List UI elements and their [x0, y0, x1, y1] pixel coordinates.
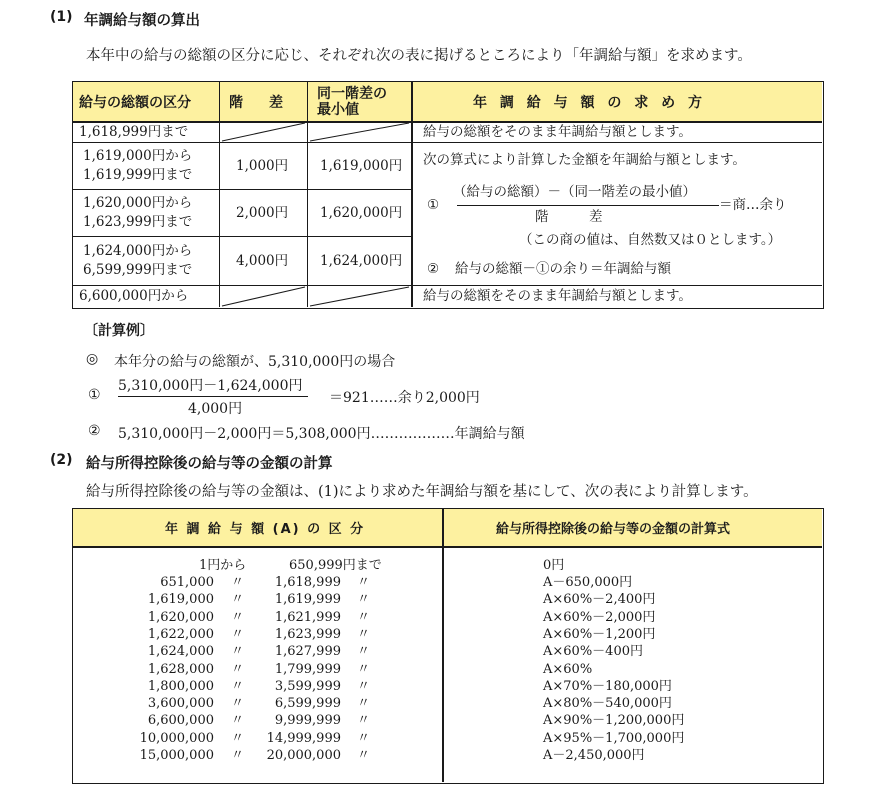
table2-row-ditto-to: 〃	[357, 575, 371, 590]
table1-row1-step-empty	[220, 122, 307, 142]
table2-row-from: 15,000,000	[139, 748, 214, 763]
table2-row-from: 10,000,000	[139, 730, 214, 746]
table1-header-method: 年 調 給 与 額 の 求 め 方	[473, 94, 706, 111]
table1-row5-range: 6,600,000円から	[79, 288, 189, 304]
table2-row-ditto-to: 〃	[357, 678, 371, 694]
table1-method-intro: 次の算式により計算した金額を年調給与額とします。	[423, 152, 746, 168]
table2-row0-to: 650,999円まで	[289, 558, 382, 573]
table2-row-ditto-from: 〃	[231, 644, 245, 660]
table2-row-ditto-from: 〃	[231, 661, 245, 677]
table2-row0-formula: 0円	[543, 558, 565, 573]
table2-row-formula: A－650,000円	[543, 575, 633, 590]
table2-row-ditto-from: 〃	[231, 592, 245, 608]
table1-method-denominator: 階 差	[535, 209, 603, 225]
table2-row-ditto-from: 〃	[231, 730, 245, 746]
table2-row-formula: A×60%－2,400円	[543, 592, 656, 608]
table2-row-ditto-from: 〃	[231, 678, 245, 694]
table2-row-to: 1,621,999	[274, 609, 341, 625]
example-numerator: 5,310,000円－1,624,000円	[118, 378, 303, 394]
table2-row-to: 6,599,999	[274, 696, 341, 712]
table1-row4-min: 1,624,000円	[320, 253, 403, 269]
table2-row-formula: A×90%－1,200,000円	[543, 713, 685, 729]
table2-row-from: 1,619,000	[147, 592, 214, 608]
table2-row-ditto-to: 〃	[357, 626, 371, 642]
table1-header-min	[317, 84, 387, 120]
example-label: 〔計算例〕	[84, 323, 154, 339]
table1-method-fraction-bar	[457, 205, 719, 206]
table2-row-from: 1,620,000	[147, 609, 214, 625]
table1-method-step2: 給与の総額－①の余り＝年調給与額	[455, 261, 671, 277]
table1-method-numerator: （給与の総額）－（同一階差の最小値）	[453, 184, 696, 200]
table2-row-to: 1,618,999	[274, 575, 341, 590]
table2-row-from: 3,600,000	[147, 696, 214, 712]
table1-row3-range-to: 1,623,999円まで	[83, 214, 193, 230]
table2-row-to: 1,799,999	[274, 661, 341, 677]
table2-row-to: 1,627,999	[274, 644, 341, 660]
table2-row-ditto-from: 〃	[231, 713, 245, 729]
table1-row2-min: 1,619,000円	[320, 158, 403, 174]
table2-row-ditto-to: 〃	[357, 609, 371, 625]
table1-method-last: 給与の総額をそのまま年調給与額とします。	[423, 288, 692, 304]
table2-row-to: 20,000,000	[266, 748, 341, 763]
table1-row2-step: 1,000円	[236, 158, 289, 174]
example-denominator: 4,000円	[188, 401, 243, 417]
section1-title: 年調給与額の算出	[84, 13, 200, 29]
section1-number: (1)	[50, 9, 73, 25]
example-intro: 本年分の給与の総額が、5,310,000円の場合	[114, 354, 396, 370]
table1-header-min-line1: 同一階差の	[317, 86, 387, 102]
table2-row-ditto-from: 〃	[231, 748, 245, 763]
table2-row-ditto-from: 〃	[231, 626, 245, 642]
example-fraction-bar	[118, 396, 308, 397]
section2-title: 給与所得控除後の給与等の金額の計算	[86, 456, 333, 472]
table1-row1-range: 1,618,999円まで	[79, 124, 189, 140]
table2-row-ditto-to: 〃	[357, 644, 371, 660]
table1-method-circle2: ②	[427, 261, 440, 277]
table2-header-formula: 給与所得控除後の給与等の金額の計算式	[496, 522, 731, 537]
table2-row-ditto-from: 〃	[231, 609, 245, 625]
table2-row-formula: A×60%－2,000円	[543, 609, 656, 625]
table2-row-ditto-to: 〃	[357, 696, 371, 712]
example-circle1: ①	[88, 387, 101, 403]
table2-row-formula: A×95%－1,700,000円	[543, 730, 685, 746]
table1-row4-range-from: 1,624,000円から	[83, 243, 193, 259]
table2-row0-from: 1円から	[199, 558, 247, 573]
table2-row-from: 1,622,000	[147, 626, 214, 642]
table1-row5-min-empty	[308, 286, 411, 307]
table1-row3-min: 1,620,000円	[320, 205, 403, 221]
table2-row-ditto-to: 〃	[357, 730, 371, 746]
table2-row-to: 3,599,999	[274, 678, 341, 694]
table2-row-ditto-from: 〃	[231, 575, 245, 590]
table2-row-ditto-to: 〃	[357, 661, 371, 677]
table1-row4-step: 4,000円	[236, 253, 289, 269]
example-step2: 5,310,000円－2,000円＝5,308,000円………………年調給与額	[118, 426, 525, 442]
table1-row3-range-from: 1,620,000円から	[83, 195, 193, 211]
table2-row-from: 1,800,000	[147, 678, 214, 694]
table1-method-result: ＝商…余り	[719, 197, 787, 213]
table1-method-note: （この商の値は、自然数又は０とします。）	[519, 232, 782, 248]
table2-row-to: 9,999,999	[274, 713, 341, 729]
table2-row-formula: A×80%－540,000円	[543, 696, 672, 712]
table2-row-formula: A×60%－400円	[543, 644, 643, 660]
example-bullet: ◎	[86, 351, 99, 367]
table1-row2-range-from: 1,619,000円から	[83, 148, 193, 164]
table2-row-formula: A×70%－180,000円	[543, 678, 672, 694]
section2-intro: 給与所得控除後の給与等の金額は、(1)により求めた年調給与額を基にして、次の表により計算します。	[86, 484, 758, 500]
example-result: ＝921……余り2,000円	[329, 390, 480, 406]
table1-header-step: 階 差	[229, 94, 289, 111]
example-circle2: ②	[88, 423, 101, 439]
table1-header-min-line2: 最小値	[317, 102, 359, 118]
table2-header-range: 年 調 給 与 額 (A) の 区 分	[165, 522, 366, 537]
table1-method-circle1: ①	[427, 197, 440, 213]
table1-row1-min-empty	[308, 122, 411, 142]
table2-row-from: 651,000	[160, 575, 214, 590]
table2-row-formula: A－2,450,000円	[543, 748, 645, 763]
table1-row4-range-to: 6,599,999円まで	[83, 262, 193, 278]
table2-row-to: 1,623,999	[274, 626, 341, 642]
table1-row2-range-to: 1,619,999円まで	[83, 167, 193, 183]
section2-number: (2)	[50, 452, 73, 468]
section1-intro: 本年中の給与の総額の区分に応じ、それぞれ次の表に掲げるところにより「年調給与額」を求めます。	[86, 48, 752, 64]
table2-row-to: 14,999,999	[266, 730, 341, 746]
table1-header-range: 給与の総額の区分	[79, 94, 191, 111]
table2-row-formula: A×60%	[543, 661, 593, 677]
table2-row-ditto-to: 〃	[357, 592, 371, 608]
table1-row5-step-empty	[220, 286, 307, 307]
table2-row-from: 1,624,000	[147, 644, 214, 660]
table1-row3-step: 2,000円	[236, 205, 289, 221]
table1-method-first: 給与の総額をそのまま年調給与額とします。	[423, 124, 692, 140]
table2-deduction	[72, 508, 824, 784]
table2-row-ditto-to: 〃	[357, 713, 371, 729]
table1-calc-method	[72, 81, 824, 309]
table2-row-formula: A×60%－1,200円	[543, 626, 656, 642]
table2-row-to: 1,619,999	[274, 592, 341, 608]
table2-row-ditto-to: 〃	[357, 748, 371, 763]
table2-row-from: 1,628,000	[147, 661, 214, 677]
table2-row-from: 6,600,000	[147, 713, 214, 729]
table2-row-ditto-from: 〃	[231, 696, 245, 712]
